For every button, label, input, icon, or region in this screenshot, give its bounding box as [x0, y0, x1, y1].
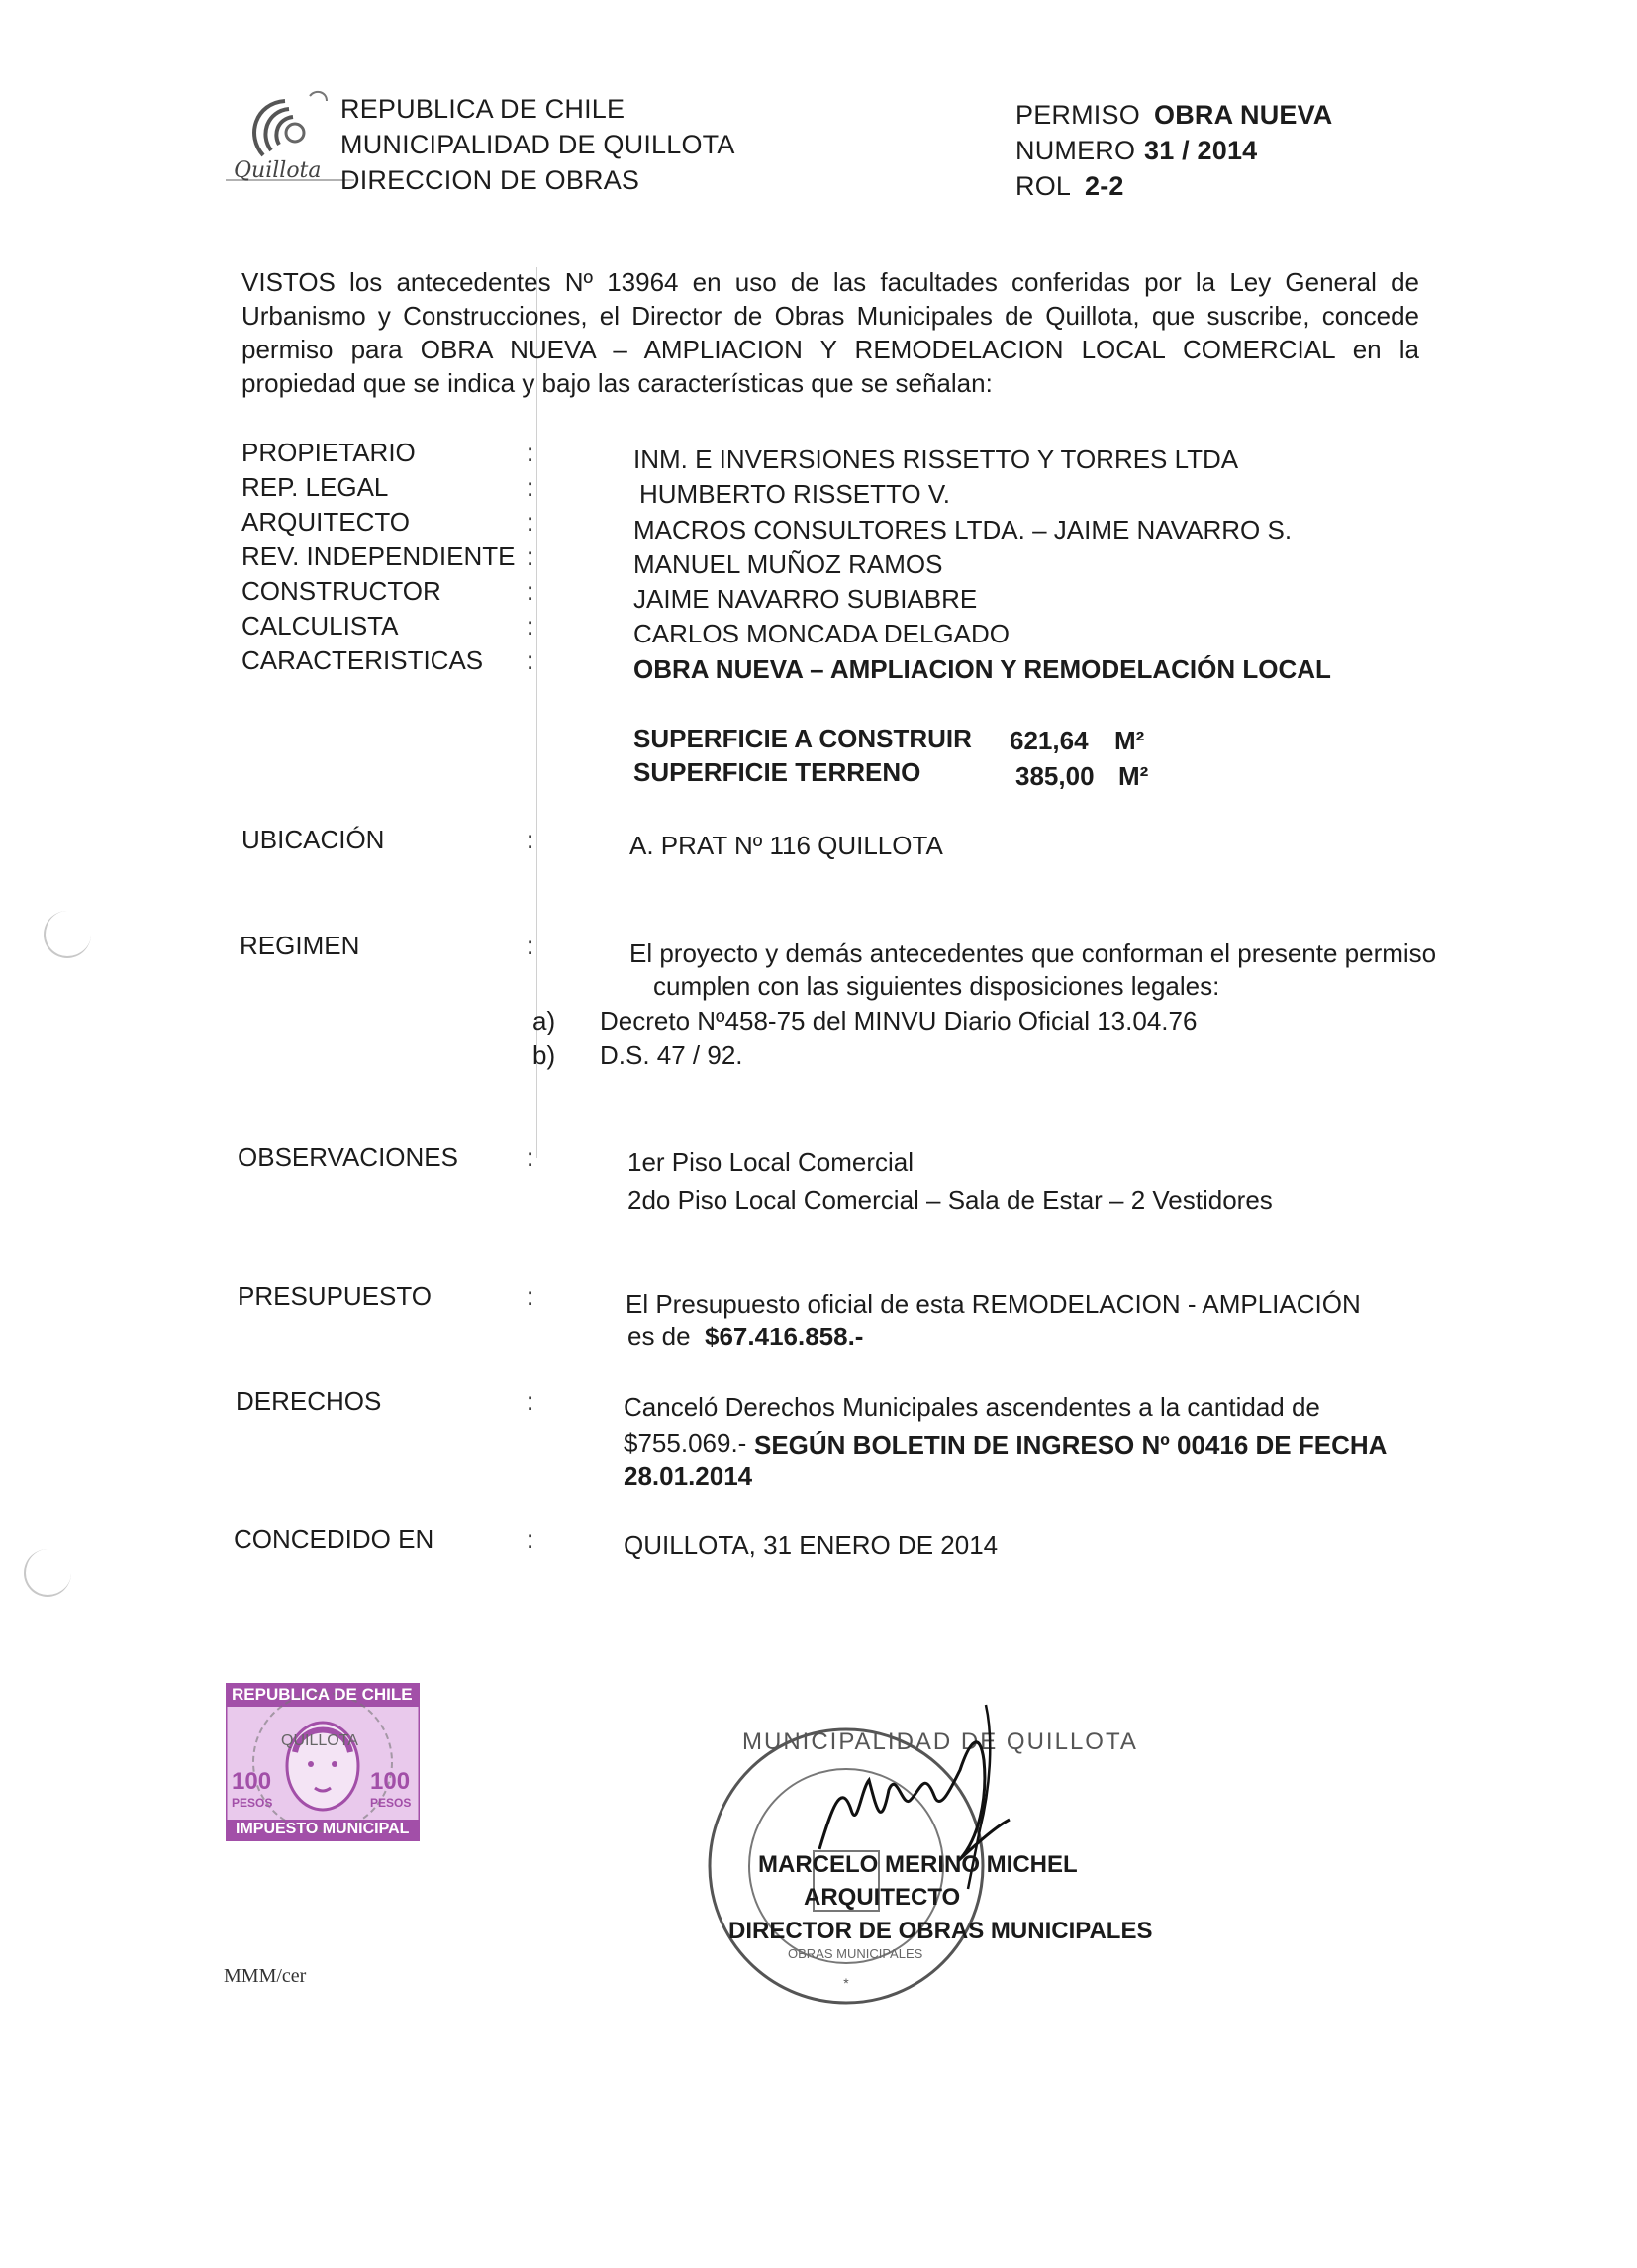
regimen-label: REGIMEN	[240, 931, 360, 960]
org-line-3: DIRECCION DE OBRAS	[340, 165, 640, 195]
derechos-line-1: Canceló Derechos Municipales ascendentes a la cantidad de	[624, 1392, 1320, 1422]
rol-value: 2-2	[1085, 171, 1124, 201]
intro-line-4: propiedad que se indica y bajo las características que se señalan:	[241, 368, 993, 398]
observaciones-label: OBSERVACIONES	[238, 1142, 458, 1172]
surface-label: SUPERFICIE TERRENO	[633, 757, 921, 787]
ubicacion-value: A. PRAT Nº 116 QUILLOTA	[629, 831, 943, 860]
surface-value: 621,64	[1010, 726, 1089, 755]
party-value: JAIME NAVARRO SUBIABRE	[633, 584, 978, 614]
number-label: NUMERO	[1015, 136, 1136, 165]
org-line-2: MUNICIPALIDAD DE QUILLOTA	[340, 130, 735, 159]
presupuesto-line-1: El Presupuesto oficial de esta REMODELACION - AMPLIACIÓN	[626, 1289, 1361, 1319]
stamp-currency-right: PESOS	[370, 1796, 412, 1810]
party-label: CONSTRUCTOR	[241, 576, 441, 606]
regimen-item-text: Decreto Nº458-75 del MINVU Diario Oficial 13.04.76	[600, 1006, 1198, 1035]
permit-value: OBRA NUEVA	[1154, 100, 1333, 130]
regimen-line-2: cumplen con las siguientes disposiciones legales:	[653, 971, 1220, 1001]
party-label: CARACTERISTICAS	[241, 645, 484, 675]
ubicacion-label: UBICACIÓN	[241, 825, 385, 854]
presupuesto-prefix: es de	[627, 1322, 691, 1351]
party-label: REV. INDEPENDIENTE	[241, 542, 516, 571]
regimen-line-1: El proyecto y demás antecedentes que conforman el presente permiso	[629, 938, 1437, 968]
signer-title: ARQUITECTO	[804, 1884, 961, 1911]
number-value: 31 / 2014	[1144, 136, 1258, 165]
regimen-item-marker: b)	[532, 1040, 556, 1070]
colon: :	[527, 1281, 534, 1311]
seal-outer-text: MUNICIPALIDAD DE QUILLOTA	[742, 1728, 1138, 1755]
derechos-label: DERECHOS	[236, 1386, 382, 1416]
intro-line-1: VISTOS los antecedentes Nº 13964 en uso de las facultades conferidas por la Ley General de	[241, 267, 1419, 297]
logo-script-text: Quillota	[234, 158, 322, 183]
party-value: INM. E INVERSIONES RISSETTO Y TORRES LTDA	[633, 444, 1239, 474]
stamp-artwork	[226, 1683, 420, 1841]
derechos-date: 28.01.2014	[624, 1461, 753, 1491]
rol-label: ROL	[1015, 171, 1072, 201]
surface-unit: M²	[1114, 726, 1145, 755]
party-value: CARLOS MONCADA DELGADO	[633, 619, 1010, 648]
colon: :	[527, 1142, 534, 1172]
party-label: CALCULISTA	[241, 611, 399, 641]
colon: :	[527, 576, 534, 606]
party-label: PROPIETARIO	[241, 438, 416, 467]
party-value: OBRA NUEVA – AMPLIACION Y REMODELACIÓN LOCAL	[633, 654, 1331, 684]
permit-label: PERMISO	[1015, 100, 1140, 130]
colon: :	[527, 507, 534, 537]
colon: :	[527, 1525, 534, 1554]
intro-line-3: permiso para OBRA NUEVA – AMPLIACION Y REMODELACION LOCAL COMERCIAL en la	[241, 335, 1419, 364]
colon: :	[527, 1386, 534, 1416]
colon: :	[527, 825, 534, 854]
party-value: MANUEL MUÑOZ RAMOS	[633, 549, 943, 579]
surface-unit: M²	[1118, 761, 1149, 791]
revenue-stamp	[226, 1683, 420, 1841]
stamp-value-left: 100	[232, 1768, 272, 1795]
derechos-receipt: SEGÚN BOLETIN DE INGRESO Nº 00416 DE FECHA	[754, 1430, 1388, 1460]
colon: :	[527, 931, 534, 960]
party-value: MACROS CONSULTORES LTDA. – JAIME NAVARRO S.	[633, 515, 1293, 544]
observaciones-line-1: 1er Piso Local Comercial	[627, 1147, 915, 1177]
stamp-currency-left: PESOS	[232, 1796, 273, 1810]
surface-value: 385,00	[1015, 761, 1095, 791]
derechos-amount: $755.069.-	[624, 1429, 747, 1458]
intro-paragraph	[241, 265, 1419, 400]
stamp-bottom-text: IMPUESTO MUNICIPAL	[236, 1821, 410, 1837]
regimen-item-marker: a)	[532, 1006, 556, 1035]
svg-text:*: *	[843, 1975, 849, 1991]
typist-initials: MMM/cer	[224, 1965, 307, 1987]
presupuesto-amount: $67.416.858.-	[705, 1322, 864, 1351]
signer-office: DIRECTOR DE OBRAS MUNICIPALES	[728, 1918, 1153, 1944]
stamp-value-right: 100	[370, 1768, 411, 1795]
concedido-value: QUILLOTA, 31 ENERO DE 2014	[624, 1530, 999, 1560]
stamp-top-text: REPUBLICA DE CHILE	[232, 1685, 413, 1704]
party-value: HUMBERTO RISSETTO V.	[639, 479, 951, 509]
party-label: REP. LEGAL	[241, 472, 389, 502]
org-line-1: REPUBLICA DE CHILE	[340, 94, 626, 124]
stamp-postmark-text: QUILLOTA	[281, 1732, 358, 1749]
party-label: ARQUITECTO	[241, 507, 410, 537]
colon: :	[527, 611, 534, 641]
concedido-label: CONCEDIDO EN	[234, 1525, 434, 1554]
colon: :	[527, 438, 534, 467]
colon: :	[527, 645, 534, 675]
intro-line-2: Urbanismo y Construcciones, el Director de Obras Municipales de Quillota, que suscribe, concede	[241, 301, 1419, 331]
regimen-item-text: D.S. 47 / 92.	[600, 1040, 743, 1070]
punch-hole-mark	[24, 1549, 71, 1597]
seal-inner-text: OBRAS MUNICIPALES	[788, 1946, 923, 1961]
colon: :	[527, 542, 534, 571]
presupuesto-label: PRESUPUESTO	[238, 1281, 433, 1311]
colon: :	[527, 472, 534, 502]
surface-label: SUPERFICIE A CONSTRUIR	[633, 724, 972, 753]
punch-hole-mark	[44, 911, 91, 958]
observaciones-line-2: 2do Piso Local Comercial – Sala de Estar – 2 Vestidores	[627, 1185, 1273, 1215]
signer-name: MARCELO MERINO MICHEL	[758, 1851, 1078, 1878]
